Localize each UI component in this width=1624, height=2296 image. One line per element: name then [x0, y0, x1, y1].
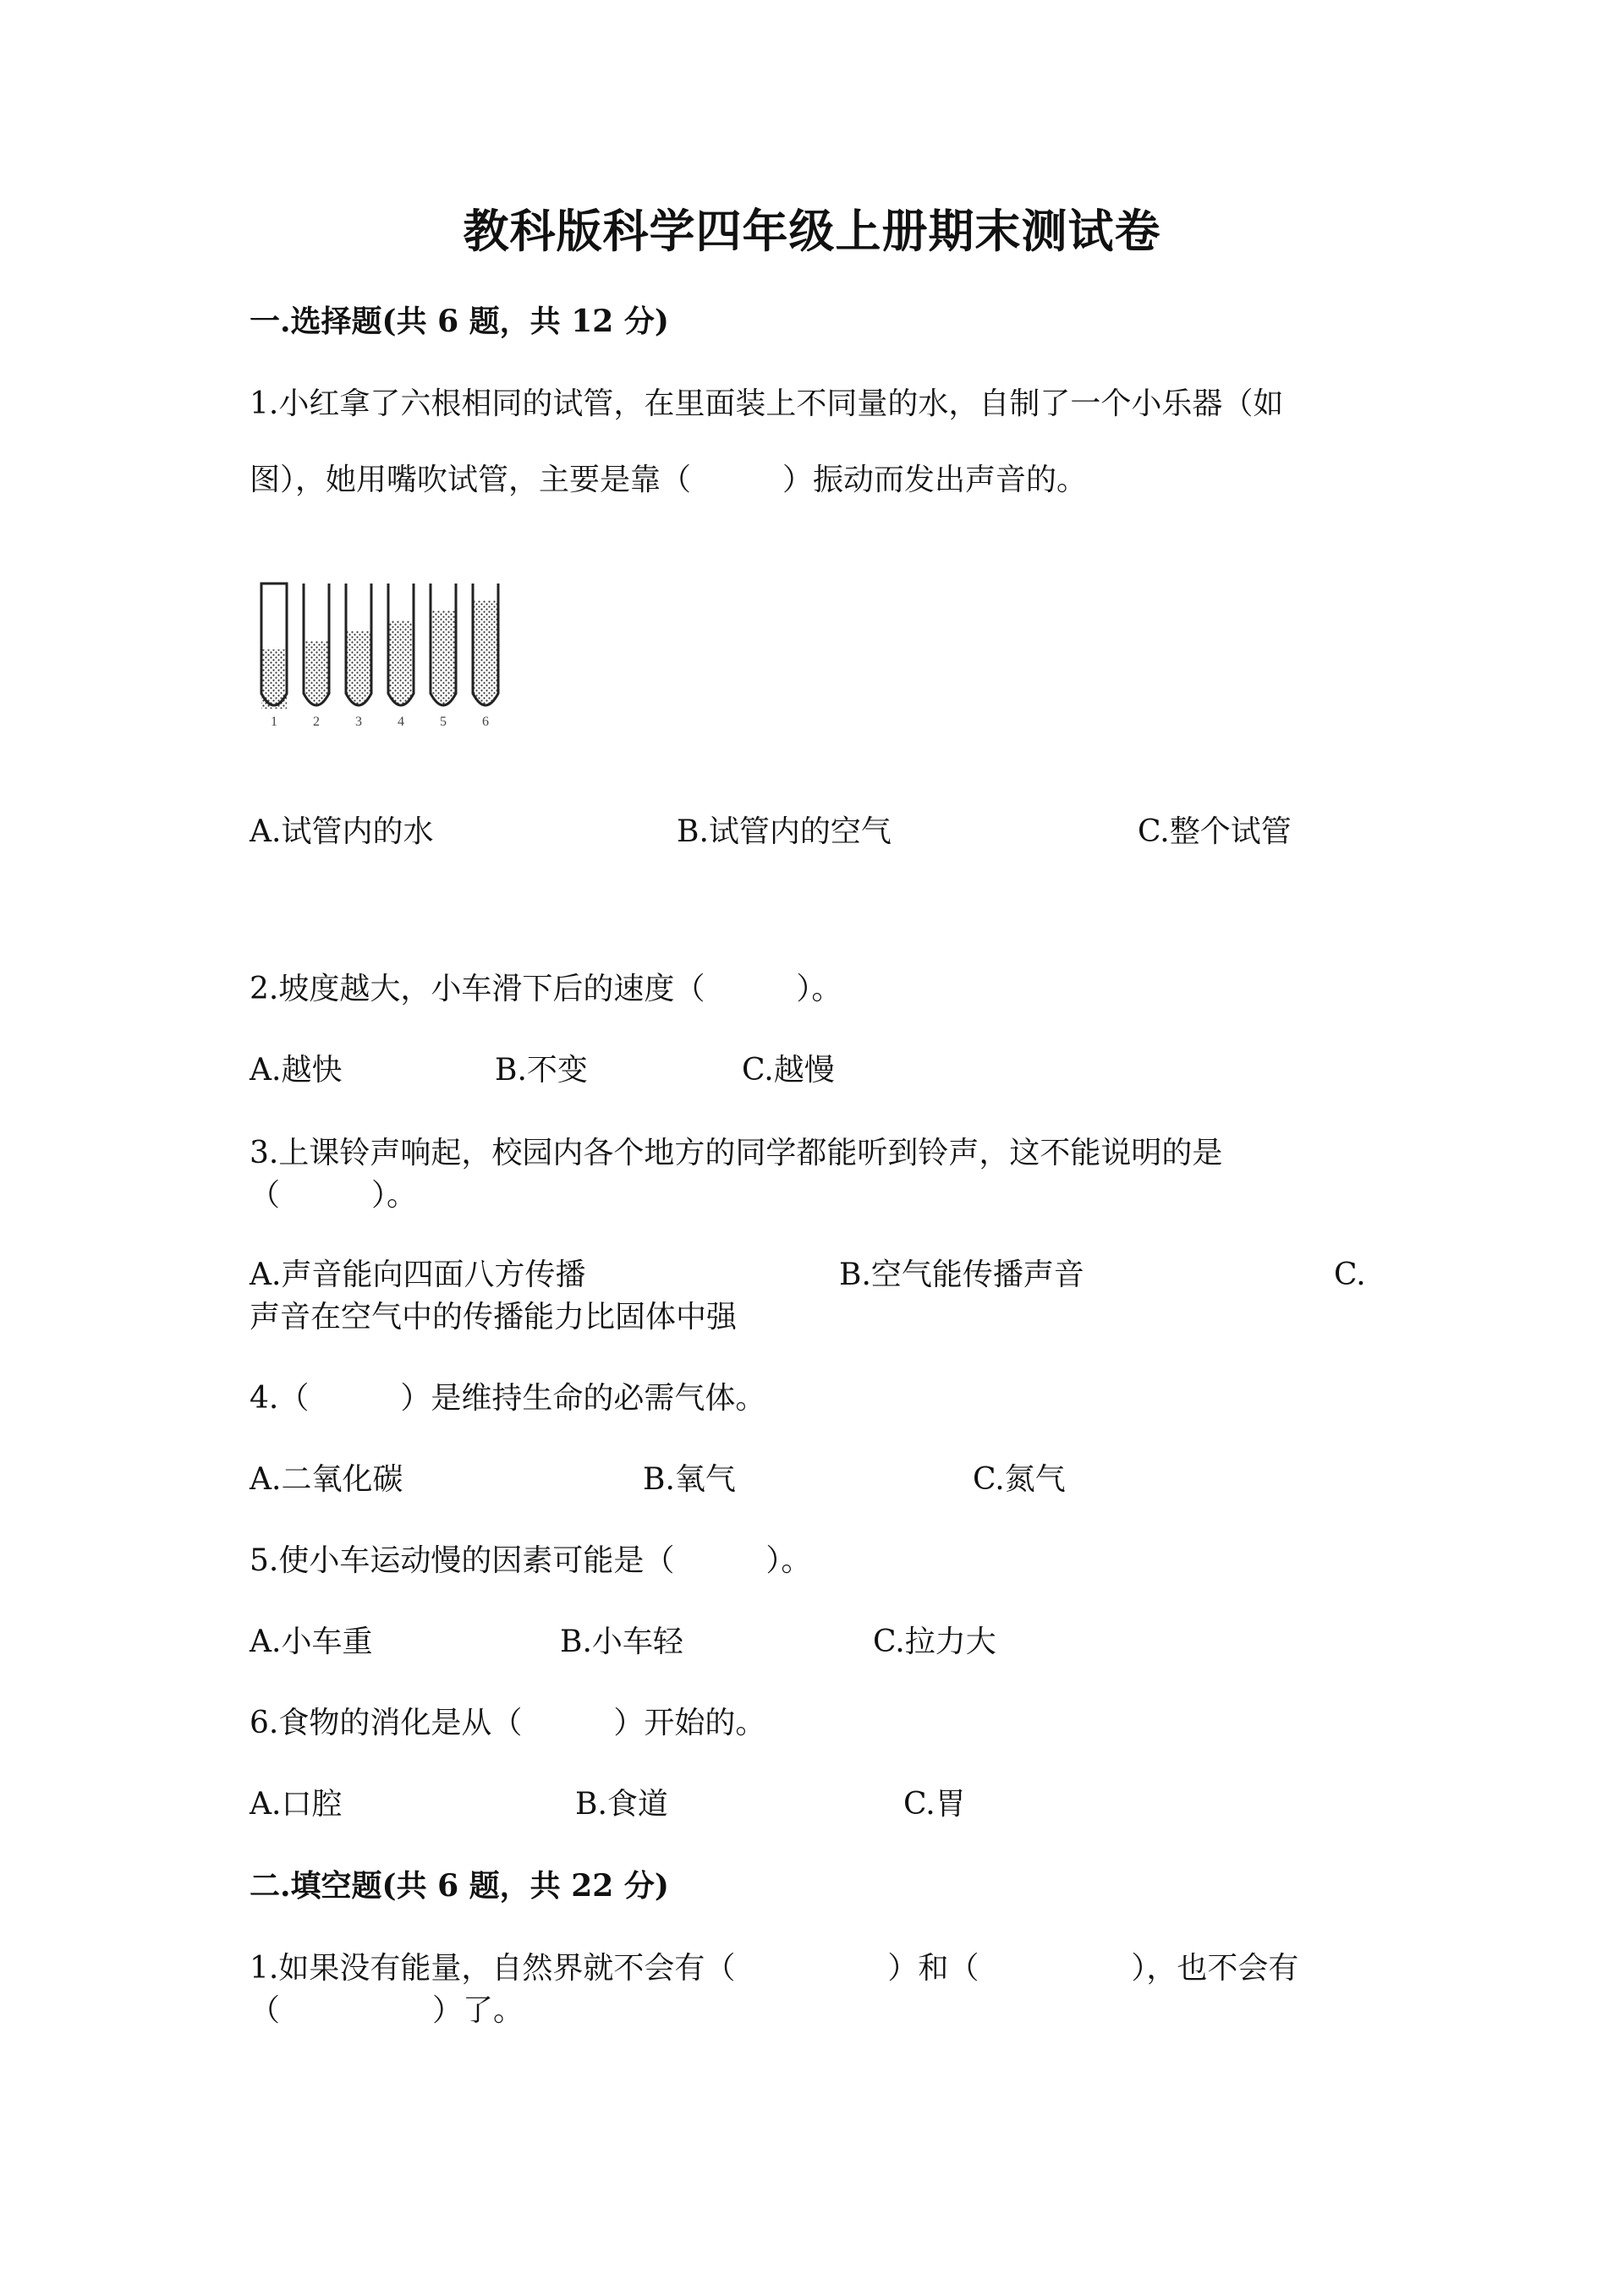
tube-label-6: 6: [482, 715, 489, 727]
question-1-option-b: B.试管内的空气: [677, 814, 892, 849]
section-heading-choice: 一.选择题(共 6 题，共 12 分): [250, 304, 669, 339]
question-2-text: 2.坡度越大，小车滑下后的速度（ ）。: [250, 972, 842, 1006]
tube-label-5: 5: [440, 715, 447, 727]
question-5-option-a: A.小车重: [250, 1625, 373, 1659]
question-3-line-1: 3.上课铃声响起，校园内各个地方的同学都能听到铃声，这不能说明的是: [250, 1136, 1223, 1170]
question-4-option-b: B.氧气: [643, 1462, 736, 1497]
test-tube-2: [304, 584, 329, 705]
question-2-option-b: B.不变: [495, 1053, 588, 1088]
question-3-option-a: A.声音能向四面八方传播: [250, 1258, 586, 1292]
tube-label-4: 4: [398, 715, 404, 727]
question-2-option-a: A.越快: [250, 1053, 343, 1088]
question-6-option-a: A.口腔: [250, 1787, 343, 1822]
question-4-option-c: C.氮气: [973, 1462, 1066, 1497]
question-6-option-b: B.食道: [575, 1787, 668, 1822]
test-tube-6: [473, 584, 498, 705]
question-2-option-c: C.越慢: [742, 1053, 835, 1088]
question-3-option-c: C.: [1334, 1258, 1366, 1292]
test-tube-4: [388, 584, 414, 705]
fill-question-1-line-2: （ ）了。: [250, 1993, 524, 2028]
question-3-line-2: （ ）。: [250, 1178, 418, 1213]
section-heading-fill-in: 二.填空题(共 6 题，共 22 分): [250, 1868, 669, 1904]
tube-label-3: 3: [355, 715, 362, 727]
test-tubes-figure: [250, 575, 537, 727]
question-6-option-c: C.胃: [903, 1787, 966, 1822]
question-1-option-c: C.整个试管: [1138, 814, 1292, 849]
tube-label-2: 2: [313, 715, 320, 727]
question-5-option-c: C.拉力大: [873, 1625, 996, 1659]
test-tube-1: [261, 584, 287, 709]
question-5-option-b: B.小车轻: [560, 1625, 683, 1659]
question-1-line-1: 1.小红拿了六根相同的试管，在里面装上不同量的水，自制了一个小乐器（如: [250, 386, 1284, 421]
page-title: 教科版科学四年级上册期末测试卷: [463, 204, 1161, 258]
question-1-option-a: A.试管内的水: [250, 814, 434, 849]
question-4-text: 4.（ ）是维持生命的必需气体。: [250, 1381, 766, 1416]
question-6-text: 6.食物的消化是从（ ）开始的。: [250, 1706, 766, 1740]
fill-question-1-line-1: 1.如果没有能量，自然界就不会有（ ）和（ ），也不会有: [250, 1951, 1299, 1986]
question-3-option-c-text: 声音在空气中的传播能力比固体中强: [250, 1300, 738, 1334]
question-5-text: 5.使小车运动慢的因素可能是（ ）。: [250, 1543, 812, 1578]
test-tube-3: [346, 584, 371, 705]
question-1-line-2: 图），她用嘴吹试管，主要是靠（ ）振动而发出声音的。: [250, 463, 1088, 497]
tube-label-1: 1: [271, 715, 277, 727]
question-4-option-a: A.二氧化碳: [250, 1462, 403, 1497]
question-3-option-b: B.空气能传播声音: [839, 1258, 1084, 1292]
test-tube-5: [431, 584, 456, 705]
